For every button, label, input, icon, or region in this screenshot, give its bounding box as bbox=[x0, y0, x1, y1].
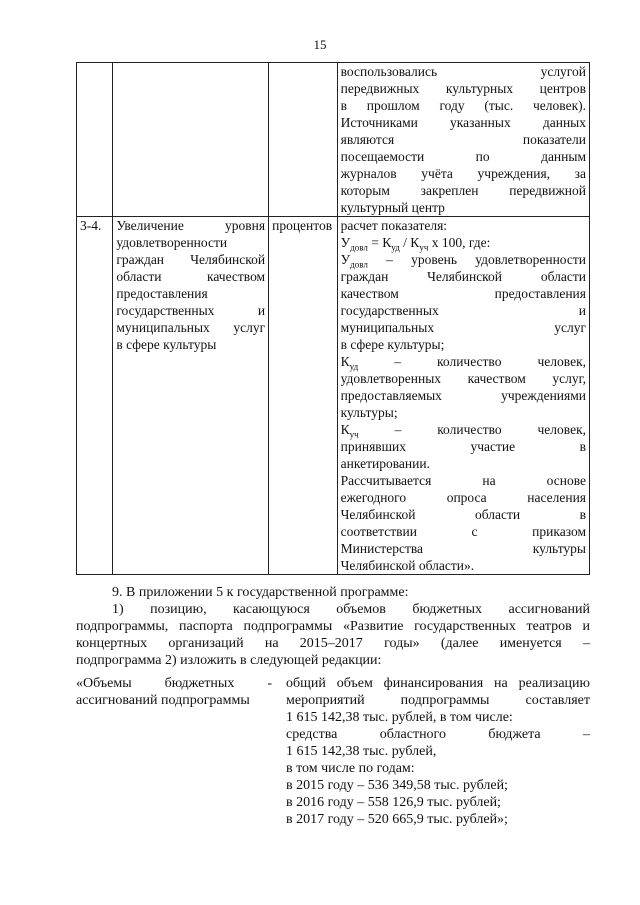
indicator-table bbox=[76, 62, 590, 575]
def2-line: предоставляемых учреждениями bbox=[340, 388, 586, 403]
table-row-continuation bbox=[77, 63, 590, 217]
note-line: Челябинской области в bbox=[340, 507, 586, 522]
def2-line: $К_{уд}$ – количество человек, bbox=[340, 354, 586, 372]
cell-row-number: 3-4. bbox=[77, 217, 113, 575]
def1-line: муниципальных услуг bbox=[340, 320, 586, 335]
def1-line: $У_{довл}$ – уровень удовлетворенности bbox=[340, 252, 586, 270]
cont-line: передвижных культурных центров bbox=[340, 81, 586, 96]
sub-item-1-paragraph bbox=[76, 601, 590, 669]
budget-line: общий объем финансирования на реализацию bbox=[286, 676, 590, 691]
name-line: государственных и bbox=[116, 303, 266, 318]
note-line: соответствии с приказом bbox=[340, 524, 586, 539]
cont-line: культурный центр bbox=[340, 200, 445, 215]
cont-line: которым закреплен передвижной bbox=[340, 183, 586, 198]
cont-line: Источниками указанных данных bbox=[340, 115, 586, 130]
cell-indicator-name bbox=[113, 217, 269, 575]
budget-line: средства областного бюджета – bbox=[286, 727, 590, 742]
cont-line: воспользовались услугой bbox=[340, 64, 586, 79]
def1-line: граждан Челябинской области bbox=[340, 269, 586, 284]
budget-line: 1 615 142,38 тыс. рублей, в том числе: bbox=[286, 710, 513, 725]
cont-line: являются показатели bbox=[340, 132, 586, 147]
item-9-heading: 9. В приложении 5 к государственной программе: bbox=[112, 585, 409, 600]
para-line: концертных организаций на 2015–2017 годы» (далее именуется – bbox=[76, 636, 590, 651]
def1-line: государственных и bbox=[340, 303, 586, 318]
note-line: ежегодного опроса населения bbox=[340, 490, 586, 505]
def1-line: в сфере культуры; bbox=[340, 337, 445, 352]
cont-line: в прошлом году (тыс. человек). bbox=[340, 98, 586, 113]
cell-continuation-text bbox=[337, 63, 589, 217]
budget-left-line: «Объемы бюджетных - bbox=[76, 676, 272, 691]
budget-left-line: ассигнований подпрограммы bbox=[76, 693, 250, 708]
name-line: предоставления bbox=[116, 286, 208, 301]
cont-line: журналов учёта учреждения, за bbox=[340, 166, 586, 181]
budget-line: в 2017 году – 520 665,9 тыс. рублей»; bbox=[286, 812, 508, 827]
cell-calculation bbox=[337, 217, 589, 575]
table-row-3-4 bbox=[77, 217, 590, 575]
budget-line: в 2016 году – 558 126,9 тыс. рублей; bbox=[286, 795, 501, 810]
def3-line: анкетировании. bbox=[340, 456, 430, 471]
note-line: Челябинской области». bbox=[340, 558, 475, 573]
budget-line: в том числе по годам: bbox=[286, 761, 415, 776]
def3-line: принявших участие в bbox=[340, 439, 586, 454]
budget-right-text bbox=[286, 675, 590, 828]
def1-line: качеством предоставления bbox=[340, 286, 586, 301]
cell-num-empty bbox=[77, 63, 113, 217]
calc-formula: $У_{довл} = К_{уд} / К_{уч}$ х 100, где: bbox=[340, 235, 491, 253]
def2-line: культуры; bbox=[340, 405, 398, 420]
para-line: 1) позицию, касающуюся объемов бюджетных ассигнований bbox=[112, 602, 590, 617]
name-line: в сфере культуры bbox=[116, 337, 217, 352]
def3-line: $К_{уч}$ – количество человек, bbox=[340, 422, 586, 440]
budget-line: мероприятий подпрограммы составляет bbox=[286, 693, 590, 708]
def2-line: удовлетворенных качеством услуг, bbox=[340, 371, 586, 386]
note-line: Рассчитывается на основе bbox=[340, 473, 586, 488]
cont-line: посещаемости по данным bbox=[340, 149, 586, 164]
name-line: Увеличение уровня bbox=[116, 218, 266, 233]
cell-unit-empty bbox=[269, 63, 338, 217]
para-line: подпрограммы, паспорта подпрограммы «Развитие государственных театров и bbox=[76, 619, 590, 634]
para-line: подпрограмма 2) изложить в следующей редакции: bbox=[76, 653, 382, 668]
budget-line: в 2015 году – 536 349,58 тыс. рублей; bbox=[286, 778, 508, 793]
name-line: граждан Челябинской bbox=[116, 252, 266, 267]
budget-line: 1 615 142,38 тыс. рублей, bbox=[286, 744, 437, 759]
name-line: области качеством bbox=[116, 269, 266, 284]
page-number: 15 bbox=[313, 37, 327, 52]
cell-name-empty bbox=[113, 63, 269, 217]
budget-left-label bbox=[76, 675, 272, 709]
calc-header: расчет показателя: bbox=[340, 218, 448, 233]
name-line: муниципальных услуг bbox=[116, 320, 266, 335]
cell-unit: процентов bbox=[269, 217, 338, 575]
name-line: удовлетворенности bbox=[116, 235, 228, 250]
note-line: Министерства культуры bbox=[340, 541, 586, 556]
